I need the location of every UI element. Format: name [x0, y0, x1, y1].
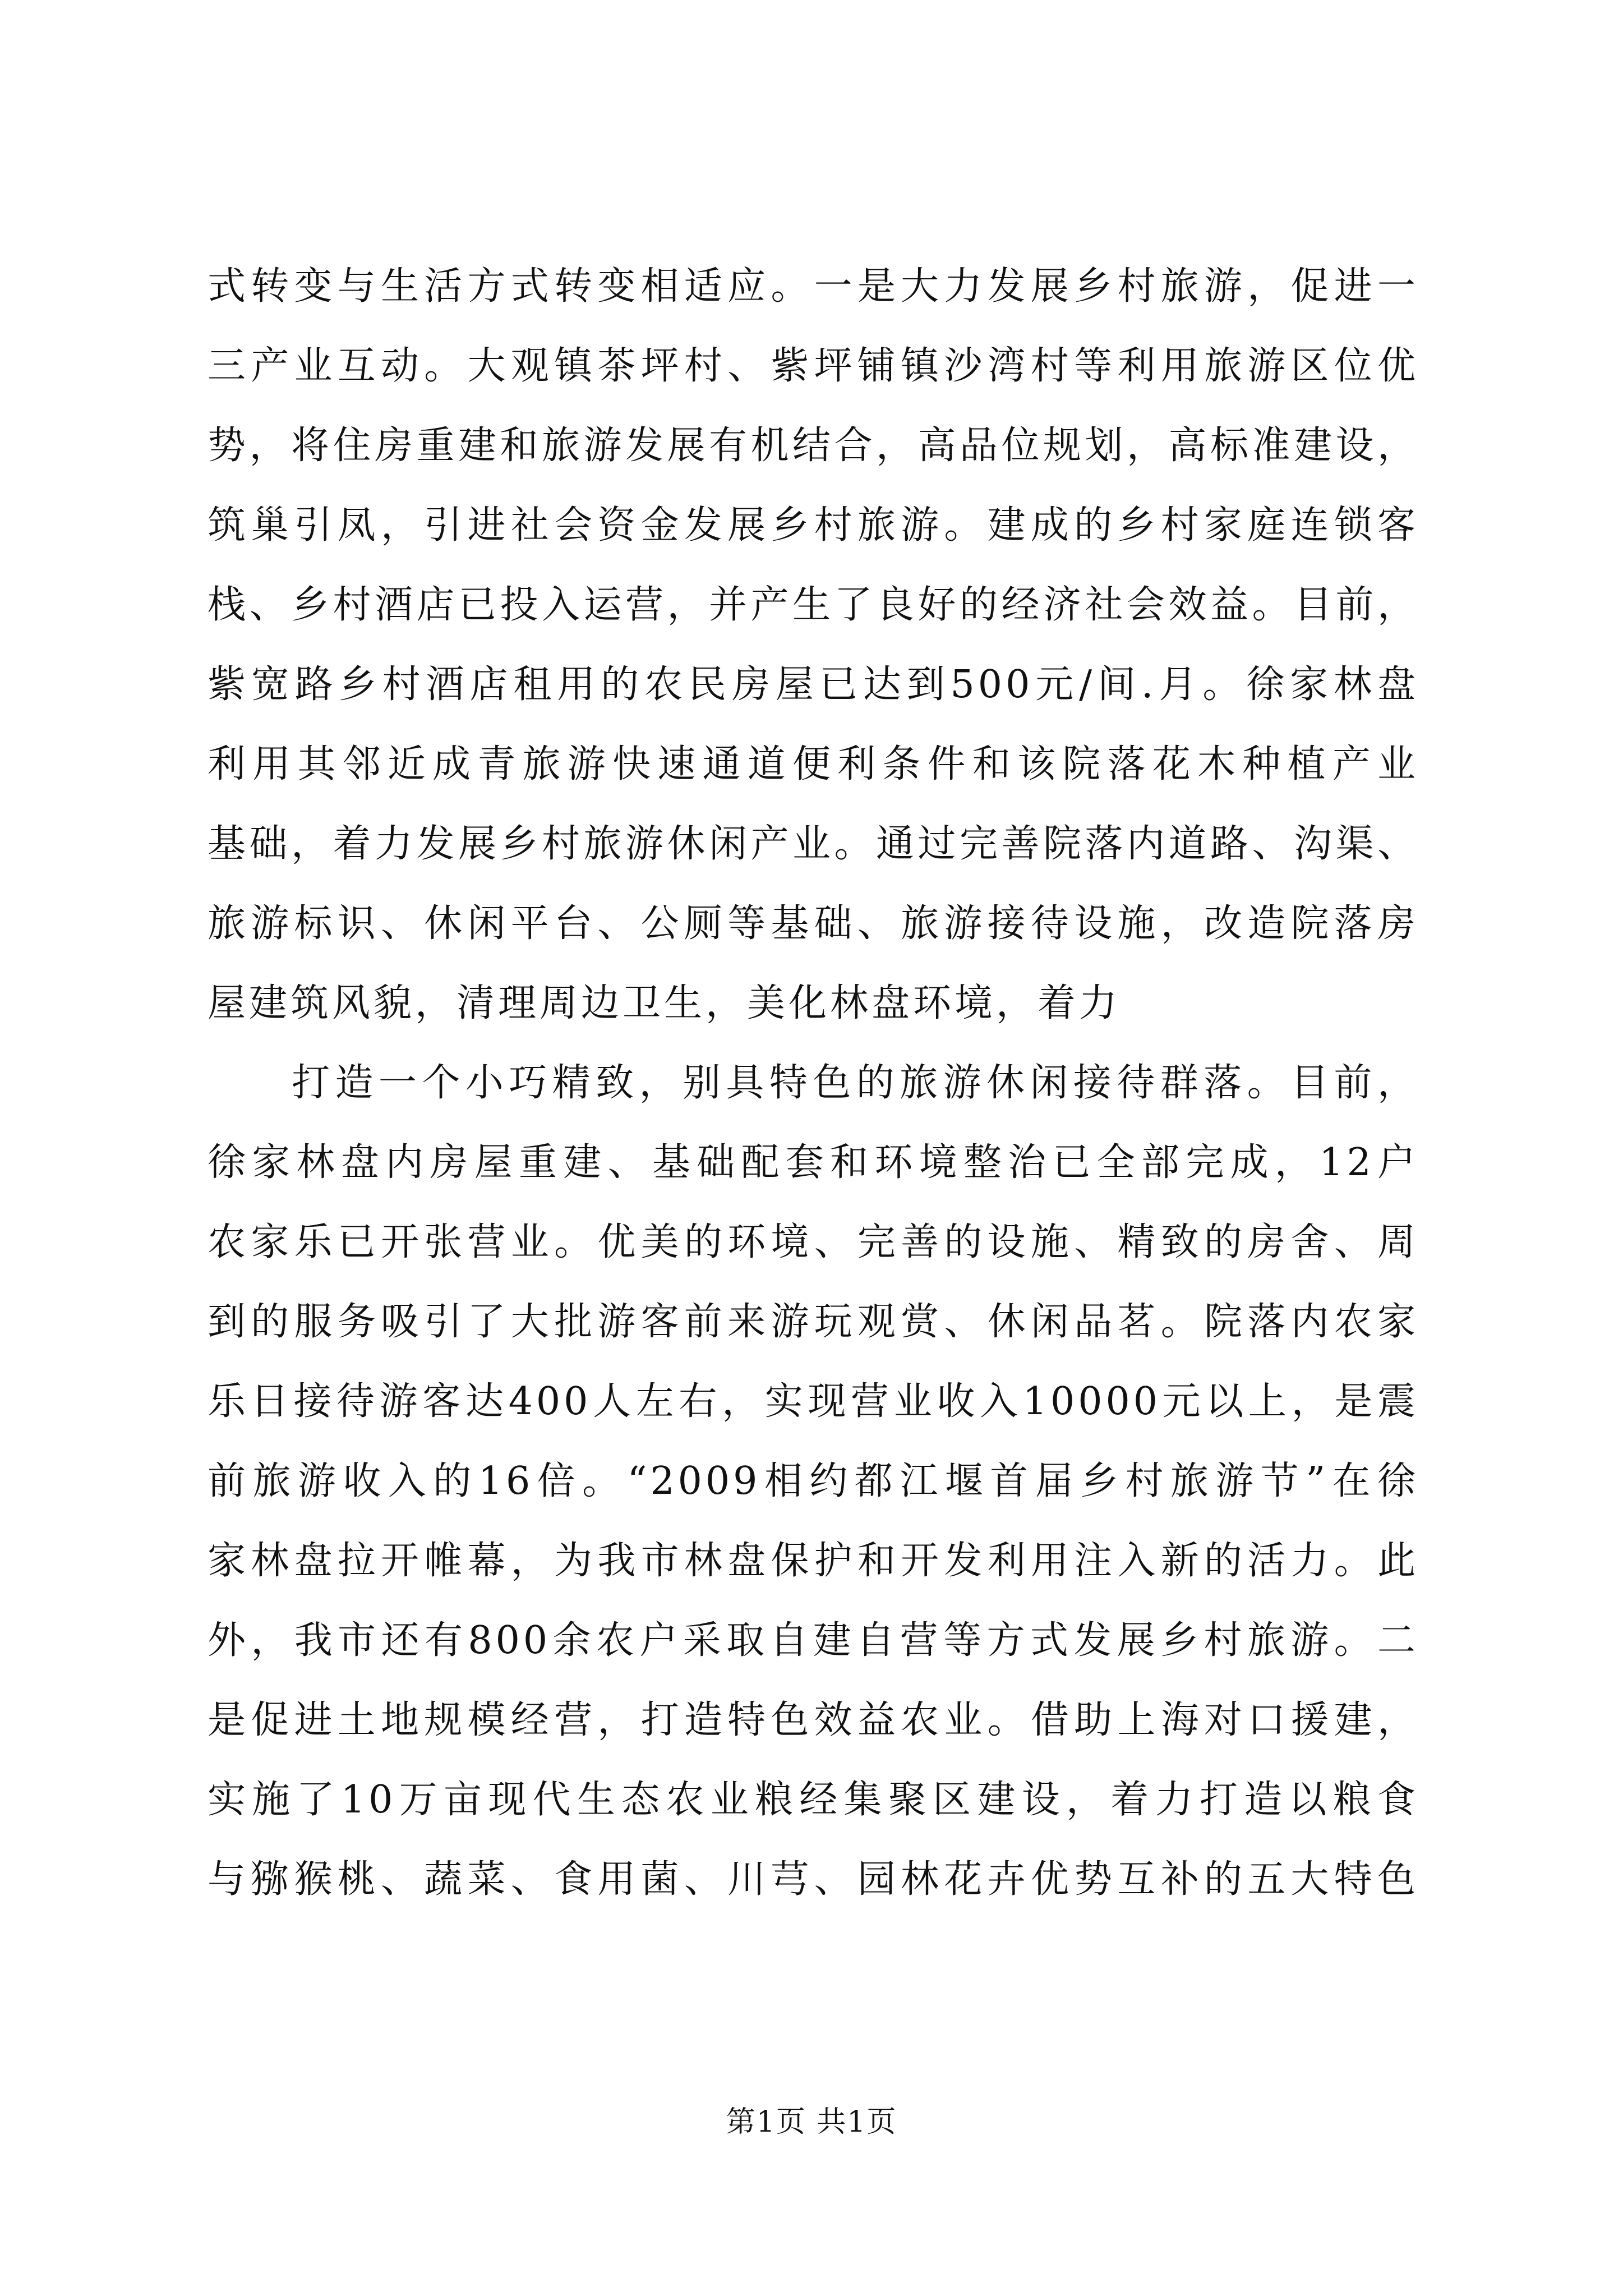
text-line: 前旅游收入的16倍。“2009相约都江堰首届乡村旅游节”在徐 [208, 1459, 1419, 1503]
paragraph-1 [208, 247, 1419, 1043]
text-line: 农家乐已开张营业。优美的环境、完善的设施、精致的房舍、周 [208, 1220, 1419, 1264]
text-line: 屋建筑风貌，清理周边卫生，美化林盘环境，着力 [208, 981, 1121, 1025]
text-line: 打造一个小巧精致，别具特色的旅游休闲接待群落。目前， [292, 1061, 1419, 1105]
text-line: 基础，着力发展乡村旅游休闲产业。通过完善院落内道路、沟渠、 [208, 822, 1419, 866]
text-line: 利用其邻近成青旅游快速通道便利条件和该院落花木种植产业 [208, 742, 1419, 786]
text-line: 筑巢引凤，引进社会资金发展乡村旅游。建成的乡村家庭连锁客 [208, 503, 1419, 547]
text-line: 外，我市还有800余农户采取自建自营等方式发展乡村旅游。二 [208, 1618, 1419, 1663]
text-line: 旅游标识、休闲平台、公厕等基础、旅游接待设施，改造院落房 [208, 901, 1419, 946]
text-line: 徐家林盘内房屋重建、基础配套和环境整治已全部完成，12户 [208, 1140, 1419, 1185]
text-line: 式转变与生活方式转变相适应。一是大力发展乡村旅游，促进一 [208, 264, 1419, 309]
document-body [208, 247, 1419, 1920]
text-line: 栈、乡村酒店已投入运营，并产生了良好的经济社会效益。目前， [208, 583, 1419, 627]
paragraph-2 [208, 1043, 1419, 1920]
text-line: 是促进土地规模经营，打造特色效益农业。借助上海对口援建， [208, 1698, 1419, 1742]
text-line: 与猕猴桃、蔬菜、食用菌、川芎、园林花卉优势互补的五大特色 [208, 1857, 1419, 1902]
text-line: 紫宽路乡村酒店租用的农民房屋已达到500元/间.月。徐家林盘 [208, 662, 1419, 707]
text-line: 三产业互动。大观镇茶坪村、紫坪铺镇沙湾村等利用旅游区位优 [208, 344, 1419, 388]
page-number-footer: 第1页 共1页 [726, 2105, 897, 2139]
text-line: 乐日接待游客达400人左右，实现营业收入10000元以上，是震 [208, 1379, 1419, 1424]
text-line: 势，将住房重建和旅游发展有机结合，高品位规划，高标准建设， [208, 424, 1419, 468]
text-line: 实施了10万亩现代生态农业粮经集聚区建设，着力打造以粮食 [208, 1778, 1419, 1822]
text-line: 到的服务吸引了大批游客前来游玩观赏、休闲品茗。院落内农家 [208, 1300, 1419, 1344]
text-line: 家林盘拉开帷幕，为我市林盘保护和开发利用注入新的活力。此 [208, 1539, 1419, 1583]
